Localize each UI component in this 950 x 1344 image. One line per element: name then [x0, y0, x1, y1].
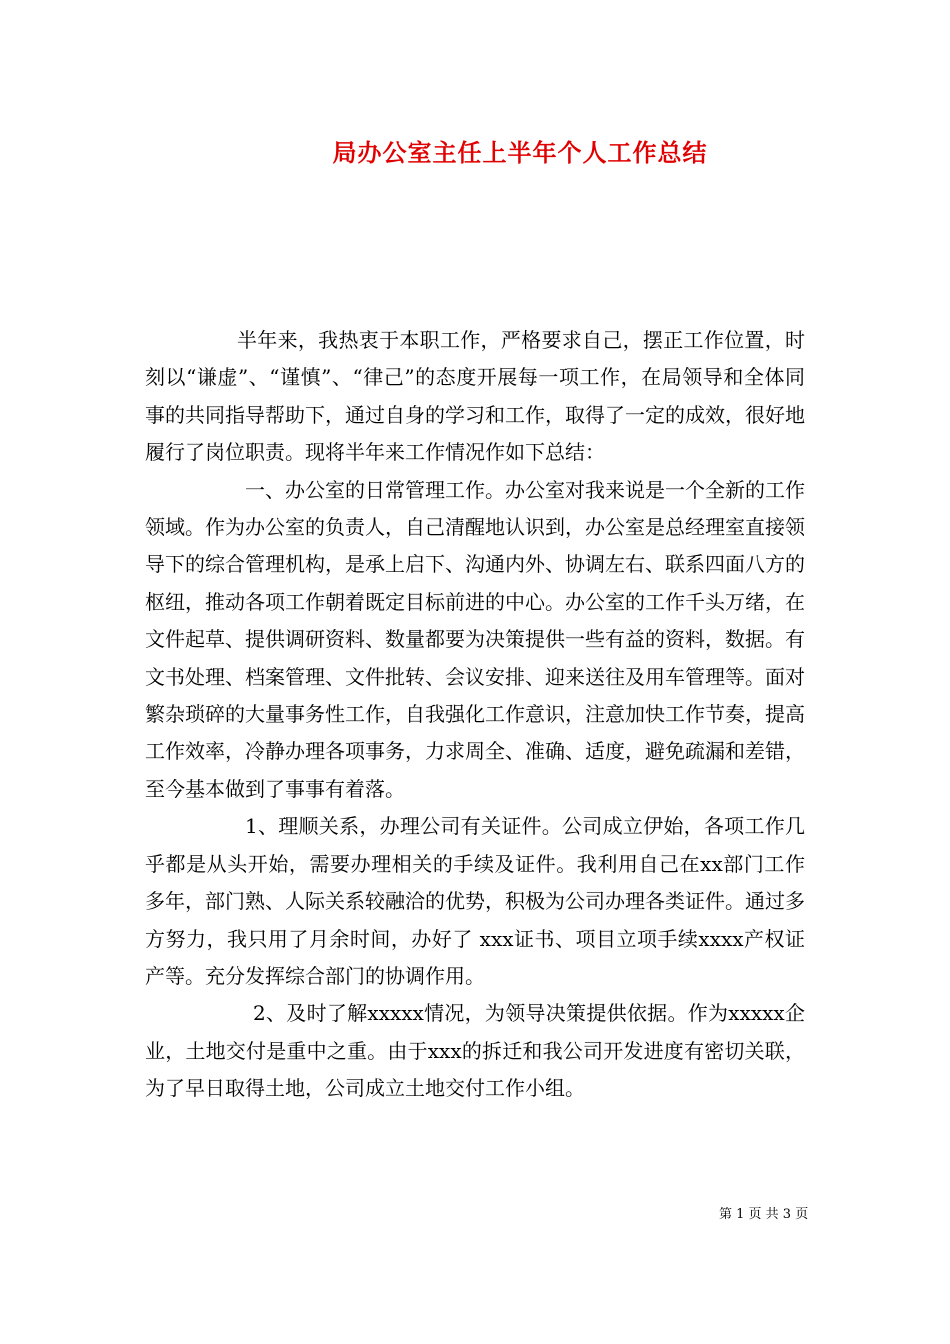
paragraph-item-2: 2、及时了解xxxxx情况，为领导决策提供依据。作为xxxxx企业，土地交付是重中之重。由于xxx的拆迁和我公司开发进度有密切关联，为了早日取得土地，公司成立土地交付工作小组。	[145, 1001, 805, 1101]
paragraph-section-1: 一、办公室的日常管理工作。办公室对我来说是一个全新的工作领域。作为办公室的负责人，自己清醒地认识到，办公室是总经理室直接领导下的综合管理机构，是承上启下、沟通内外、协调左右、联系四面八方的枢纽，推动各项工作朝着既定目标前进的中心。办公室的工作千头万绪，在文件起草、提供调研资料、数量都要为决策提供一些有益的资料，数据。有文书处理、档案管理、文件批转、会议安排、迎来送往及用车管理等。面对繁杂琐碎的大量事务性工作，自我强化工作意识，注意加快工作节奏，提高工作效率，冷静办理各项事务，力求周全、准确、适度，避免疏漏和差错，至今基本做到了事事有着落。	[145, 477, 805, 801]
page-number-footer: 第 1 页 共 3 页	[719, 1207, 809, 1222]
document-title: 局办公室主任上半年个人工作总结	[332, 138, 708, 167]
document-body	[145, 322, 805, 1108]
paragraph-item-1: 1、理顺关系，办理公司有关证件。公司成立伊始，各项工作几乎都是从头开始，需要办理相关的手续及证件。我利用自己在xx部门工作多年，部门熟、人际关系较融洽的优势，积极为公司办理各类证件。通过多方努力，我只用了月余时间，办好了 xxx证书、项目立项手续xxxx产权证产等。充分发挥综合部门的协调作用。	[145, 814, 805, 988]
paragraph-intro: 半年来，我热衷于本职工作，严格要求自己，摆正工作位置，时刻以“谦虚”、“谨慎”、“律己”的态度开展每一项工作，在局领导和全体同事的共同指导帮助下，通过自身的学习和工作，取得了一定的成效，很好地履行了岗位职责。现将半年来工作情况作如下总结：	[145, 328, 805, 465]
